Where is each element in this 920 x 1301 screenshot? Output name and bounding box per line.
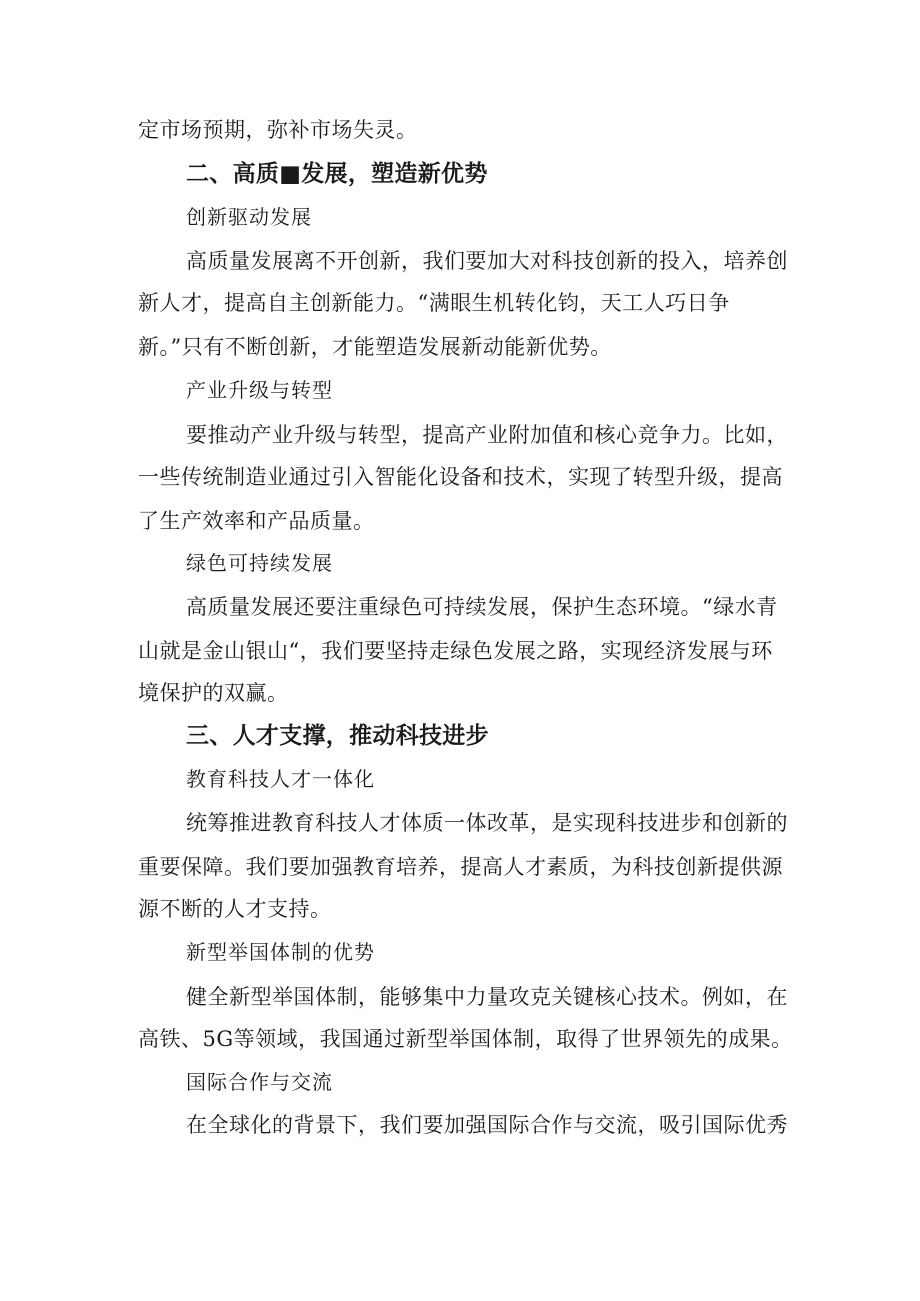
paragraph-line: 高质量发展离不开创新，我们要加大对科技创新的投入，培养创: [186, 249, 788, 273]
section-heading-2: 二、高质■发展，塑造新优势: [186, 161, 488, 187]
subheading-industry-upgrade: 产业升级与转型: [186, 378, 333, 402]
subheading-international-cooperation: 国际合作与交流: [186, 1070, 333, 1094]
paragraph-line: 重要保障。我们要加强教育培养，提高人才素质，为科技创新提供源: [138, 855, 783, 879]
paragraph-line: 高质量发展还要注重绿色可持续发展，保护生态环境。“绿水青: [186, 595, 778, 619]
subheading-education-talent: 教育科技人才一体化: [186, 767, 375, 791]
paragraph-line: 新人才，提高自主创新能力。“满眼生机转化钧，天工人巧日争: [138, 291, 730, 315]
subheading-green-development: 绿色可持续发展: [186, 551, 333, 575]
paragraph-line: 新。”只有不断创新，才能塑造发展新动能新优势。: [138, 335, 612, 359]
paragraph-line: 要推动产业升级与转型，提高产业附加值和核心竞争力。比如，: [186, 423, 788, 447]
paragraph-line: 健全新型举国体制，能够集中力量攻克关键核心技术。例如，在: [186, 985, 788, 1009]
section-heading-3: 三、人才支撑，推动科技进步: [186, 723, 489, 749]
paragraph-line: 山就是金山银山“，我们要坚持走绿色发展之路，实现经济发展与环: [138, 639, 773, 663]
subheading-national-system: 新型举国体制的优势: [186, 940, 375, 964]
paragraph-line: 在全球化的背景下，我们要加强国际合作与交流，吸引国际优秀: [186, 1113, 788, 1137]
paragraph-line: 境保护的双赢。: [138, 681, 289, 705]
paragraph-line: 定市场预期，弥补市场失灵。: [138, 118, 418, 142]
paragraph-line: 高铁、5G等领域，我国通过新型举国体制，取得了世界领先的成果。: [138, 1027, 793, 1051]
paragraph-line: 源不断的人才支持。: [138, 897, 332, 921]
paragraph-line: 了生产效率和产品质量。: [138, 509, 375, 533]
subheading-innovation: 创新驱动发展: [186, 205, 312, 229]
paragraph-line: 一些传统制造业通过引入智能化设备和技术，实现了转型升级，提高: [138, 465, 783, 489]
paragraph-line: 统筹推进教育科技人才体质一体改革，是实现科技进步和创新的: [186, 811, 788, 835]
